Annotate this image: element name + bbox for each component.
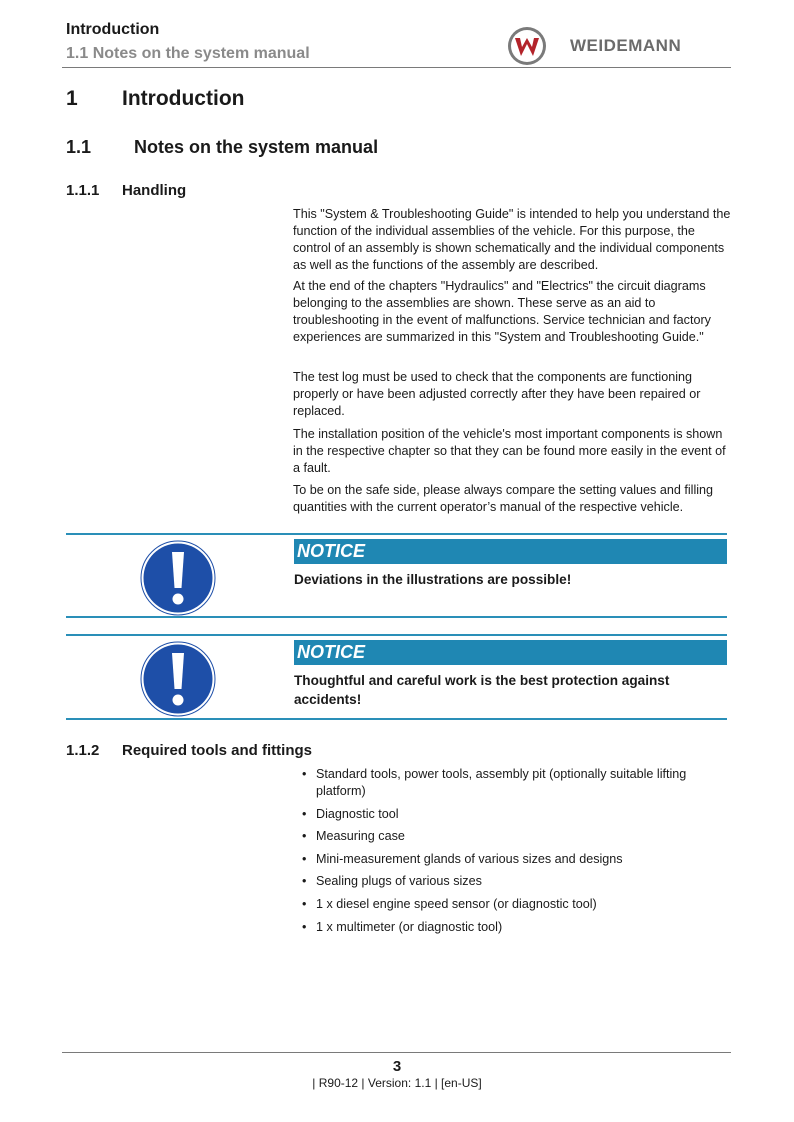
header-section-title: Introduction (66, 21, 160, 38)
header-subsection-title: 1.1 Notes on the system manual (66, 45, 310, 62)
weidemann-logo-icon (507, 26, 547, 66)
bullet-icon: • (302, 874, 307, 889)
bullet-icon: • (302, 896, 307, 911)
list-item (302, 828, 732, 845)
section-number: 1.1 (66, 137, 92, 157)
handling-number: 1.1.1 (66, 182, 100, 199)
tools-list (302, 766, 732, 941)
list-item-text: 1 x multimeter (or diagnostic tool) (316, 919, 503, 934)
list-item-text: Diagnostic tool (316, 806, 399, 821)
list-item (302, 766, 732, 800)
list-item-text: Mini-measurement glands of various sizes and designs (316, 851, 623, 866)
footer-divider (62, 1052, 731, 1053)
handling-paragraph: At the end of the chapters "Hydraulics" and "Electrics" the circuit diagrams belonging to the assemblies are shown. These serve as an aid to troubleshooting in the event of malfunctions. Service technician and factory experiences are summarized in this "System and Troubleshooting Guide." (293, 279, 711, 344)
bullet-icon: • (302, 919, 307, 934)
bullet-icon: • (302, 829, 307, 844)
notice-box (66, 634, 727, 720)
exclamation-icon (140, 540, 216, 616)
tools-title: Required tools and fittings (122, 742, 312, 759)
bullet-icon: • (302, 851, 307, 866)
chapter-title: Introduction (122, 87, 245, 110)
header-divider (62, 67, 731, 68)
notice-box (66, 533, 727, 618)
list-item-text: Measuring case (316, 829, 405, 844)
section-title: Notes on the system manual (134, 137, 379, 157)
handling-title: Handling (122, 182, 187, 199)
notice-text: Deviations in the illustrations are possible! (294, 572, 572, 587)
chapter-number: 1 (66, 87, 78, 110)
page-number: 3 (392, 1058, 402, 1075)
handling-paragraph: This "System & Troubleshooting Guide" is intended to help you understand the function of the individual assemblies of the vehicle. For this purpose, the control of an assembly is shown schematically and the individual components as well as the functions of the assembly are described. (293, 207, 731, 272)
list-item (302, 873, 732, 890)
handling-paragraph: To be on the safe side, please always compare the setting values and filling quantities with the current operator’s manual of the respective vehicle. (293, 483, 714, 514)
bullet-icon: • (302, 767, 307, 781)
list-item-text: Sealing plugs of various sizes (316, 874, 482, 889)
exclamation-icon (140, 641, 216, 717)
list-item-text: Standard tools, power tools, assembly pit (optionally suitable lifting platform) (316, 767, 687, 798)
list-item (302, 806, 732, 823)
brand-name: WEIDEMANN (570, 36, 682, 55)
handling-paragraph: The installation position of the vehicle's most important components is shown in the respective chapter so that they can be found more easily in the event of a fault. (293, 427, 726, 475)
tools-number: 1.1.2 (66, 742, 100, 759)
list-item (302, 851, 732, 868)
notice-text: Thoughtful and careful work is the best protection against accidents! (294, 673, 670, 707)
notice-label: NOTICE (294, 539, 727, 564)
list-item (302, 919, 732, 936)
document-version-info: | R90-12 | Version: 1.1 | [en-US] (312, 1076, 482, 1090)
bullet-icon: • (302, 806, 307, 821)
list-item (302, 896, 732, 913)
list-item-text: 1 x diesel engine speed sensor (or diagnostic tool) (316, 896, 597, 911)
handling-paragraph: The test log must be used to check that the components are functioning properly or have been adjusted correctly after they have been repaired or replaced. (293, 370, 701, 418)
notice-label: NOTICE (294, 640, 727, 665)
